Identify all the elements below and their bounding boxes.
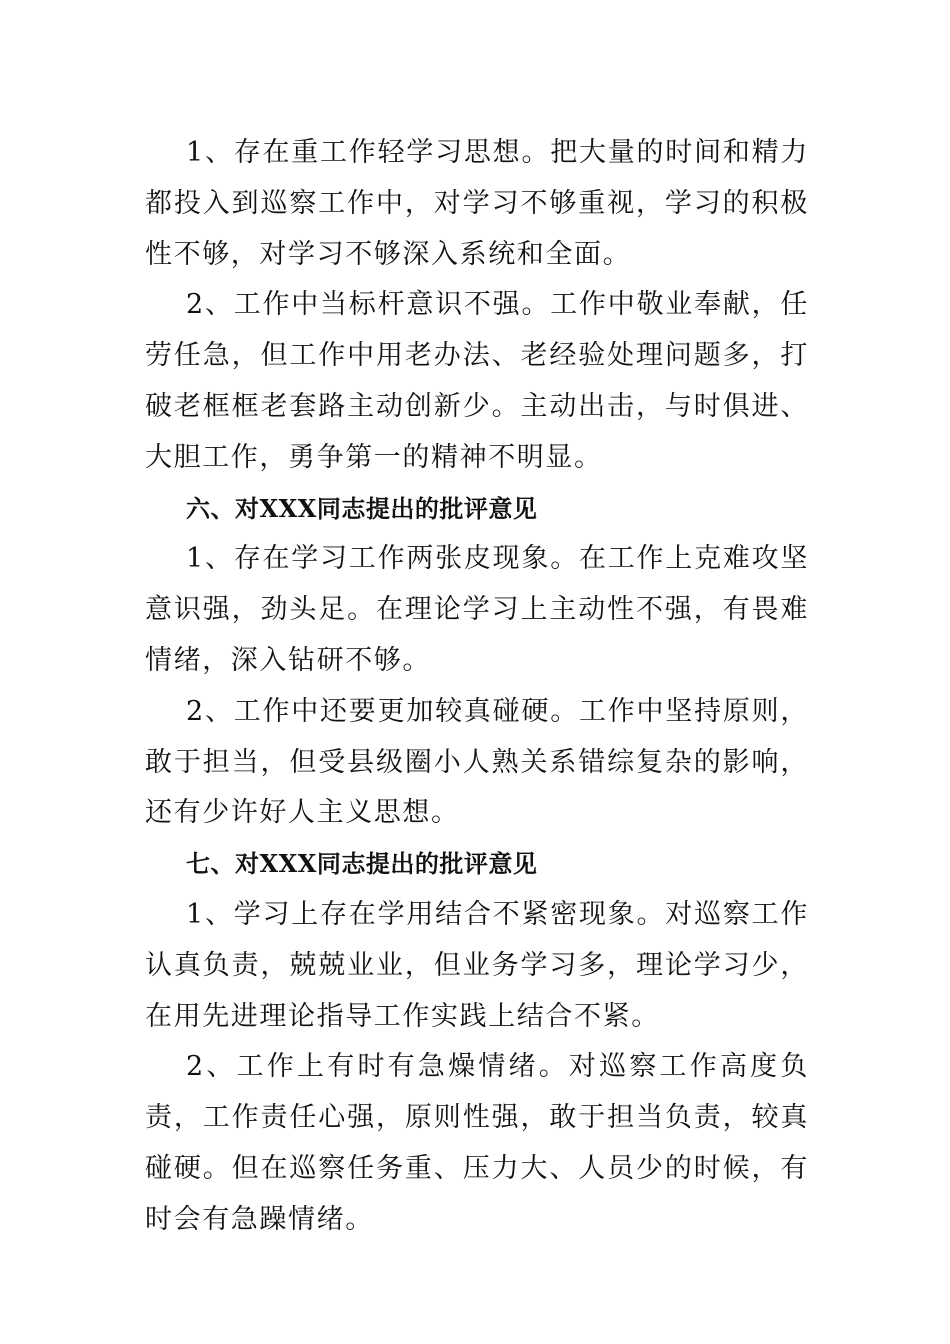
paragraph-benchmark-awareness: 2、工作中当标杆意识不强。工作中敬业奉献，任劳任急，但工作中用老办法、老经验处理问题多，打破老框框老套路主动创新少。主动出击，与时俱进、大胆工作，勇争第一的精神不明显。 [145, 289, 809, 473]
section-heading-seven: 七、对XXX同志提出的批评意见 [186, 849, 538, 879]
paragraph-impatience: 2、工作上有时有急燥情绪。对巡察工作高度负责，工作责任心强，原则性强，敢于担当负责，较真碰硬。但在巡察任务重、压力大、人员少的时候，有时会有急躁情绪。 [145, 1051, 809, 1235]
paragraph-theory-practice: 1、学习上存在学用结合不紧密现象。对巡察工作认真负责，兢兢业业，但业务学习多，理论学习少，在用先进理论指导工作实践上结合不紧。 [145, 898, 809, 1032]
section-heading-six: 六、对XXX同志提出的批评意见 [186, 493, 538, 523]
paragraph-strictness: 2、工作中还要更加较真碰硬。工作中坚持原则，敢于担当，但受县级圈小人熟关系错综复杂的影响，还有少许好人主义思想。 [145, 695, 809, 829]
document-page [145, 128, 809, 1246]
paragraph-study-work-split: 1、存在学习工作两张皮现象。在工作上克难攻坚意识强，劲头足。在理论学习上主动性不强，有畏难情绪，深入钻研不够。 [145, 543, 809, 676]
paragraph-study-neglect: 1、存在重工作轻学习思想。把大量的时间和精力都投入到巡察工作中，对学习不够重视，学习的积极性不够，对学习不够深入系统和全面。 [145, 137, 809, 270]
